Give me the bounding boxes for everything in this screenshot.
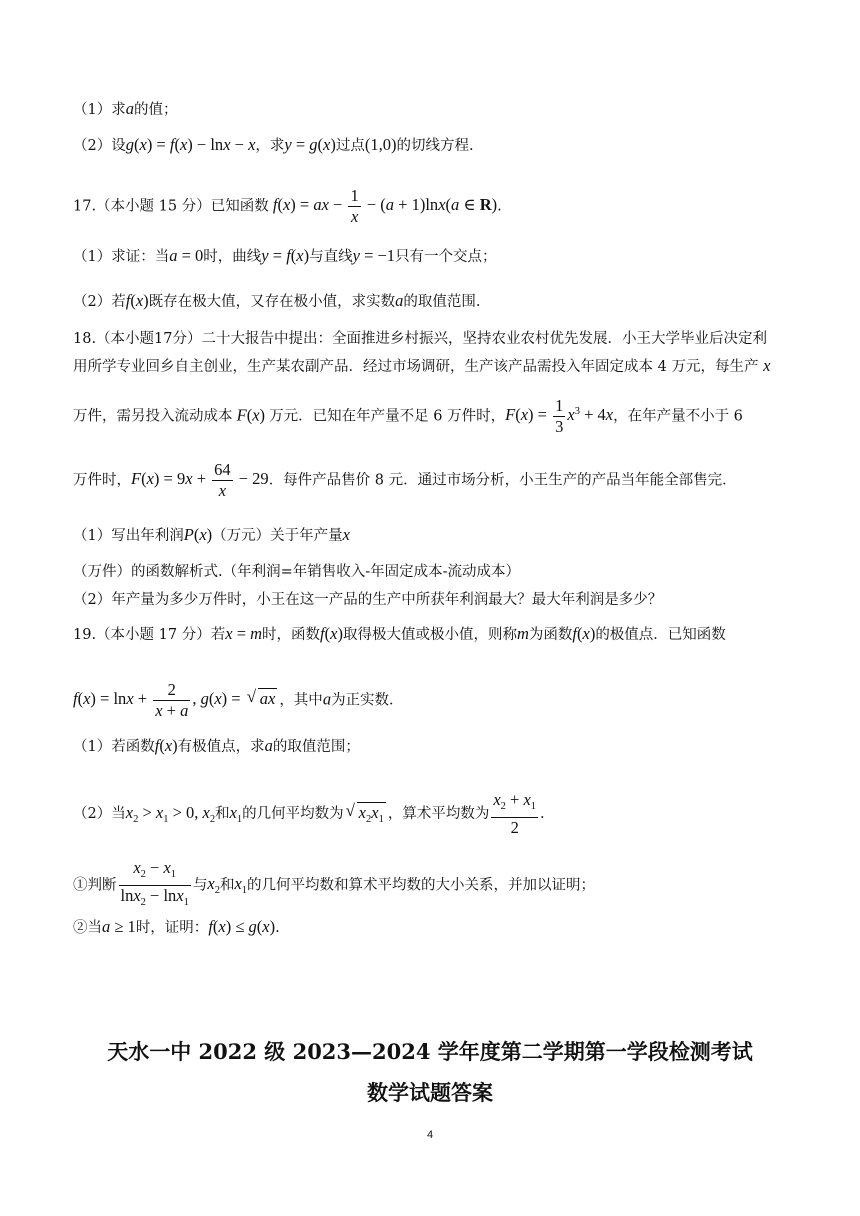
q18-part1: （1）写出年利润P(x)（万元）关于年产量x（万件）的函数解析式.（年利润=年销售收入-年固定成本-流动成本） xyxy=(73,525,521,580)
answer-title: 天水一中 2022 级 2023—2024 学年度第二学期第一学段检测考试 xyxy=(107,1039,753,1064)
q18-line3: 万件，需另投入流动成本 F(x) 万元．已知在年产量不足 6 万件时，F(x) = $\frac{1}{3}$ $x^3 + 4x$，在年产量不小于 6 xyxy=(73,396,743,436)
q19-line2: f(x) = lnx + $\frac{2}{x + a}$ , g(x) = √ ax ，其中a为正实数． xyxy=(73,680,404,721)
q16-part2: （2）设g(x) = f(x) − lnx − x，求y = g(x)过点(1,0)的切线方程. xyxy=(73,135,474,154)
q17-stem: 17.（本小题 15 分）已知函数 f(x) = ax − $\frac{1}{x}$ − (a + 1)lnx(a ∈ R). xyxy=(73,186,502,226)
q19-part1: （1）若函数f(x)有极值点，求a的取值范围； xyxy=(73,736,360,755)
answer-subtitle: 数学试题答案 xyxy=(367,1080,493,1105)
q17-part1: （1）求证：当a = 0时，曲线y = f(x)与直线y = −1只有一个交点； xyxy=(73,246,497,265)
page-number: 4 xyxy=(426,1129,434,1141)
q19-claim1: ①判断 $\frac{x_2 - x_1}{\ln x_2 - \ln x_1}$ 与$x_2$和$x_1$的几何平均数和算术平均数的大小关系，并加以证明； xyxy=(73,858,596,908)
q18-line4: 万件时，F(x) = 9x + $\frac{64}{x}$ − 29．每件产品售价 8 元．通过市场分析，小王生产的产品当年能全部售完． xyxy=(73,460,737,500)
q18-line1: 18.（本小题17分）二十大报告中提出：全面推进乡村振兴，坚持农业农村优先发展．小王大学毕业后决定利 xyxy=(73,331,768,347)
q19-claim2: ②当a ≥ 1时，证明：f(x) ≤ g(x). xyxy=(73,917,280,936)
q18-line2: 用所学专业回乡自主创业，生产某农副产品．经过市场调研，生产该产品需投入年固定成本 4 万元，每生产 x xyxy=(73,356,771,375)
q16-part1: （1）求a的值； xyxy=(73,99,178,118)
q18-part2: （2）年产量为多少万件时，小王在这一产品的生产中所获年利润最大？最大年利润是多少？ xyxy=(73,592,663,608)
q19-line1: 19.（本小题 17 分）若x = m时，函数f(x)取得极大值或极小值，则称m为函数f(x)的极值点．已知函数 xyxy=(73,624,726,643)
q17-part2: （2）若f(x)既存在极大值，又存在极小值，求实数a的取值范围. xyxy=(73,291,481,310)
q19-part2: （2）当$x_2 > x_1 > 0$, $x_2$和$x_1$的几何平均数为√ $x_2x_1$ ，算术平均数为 $\frac{x_2 + x_1}{2}$ . xyxy=(73,790,545,838)
